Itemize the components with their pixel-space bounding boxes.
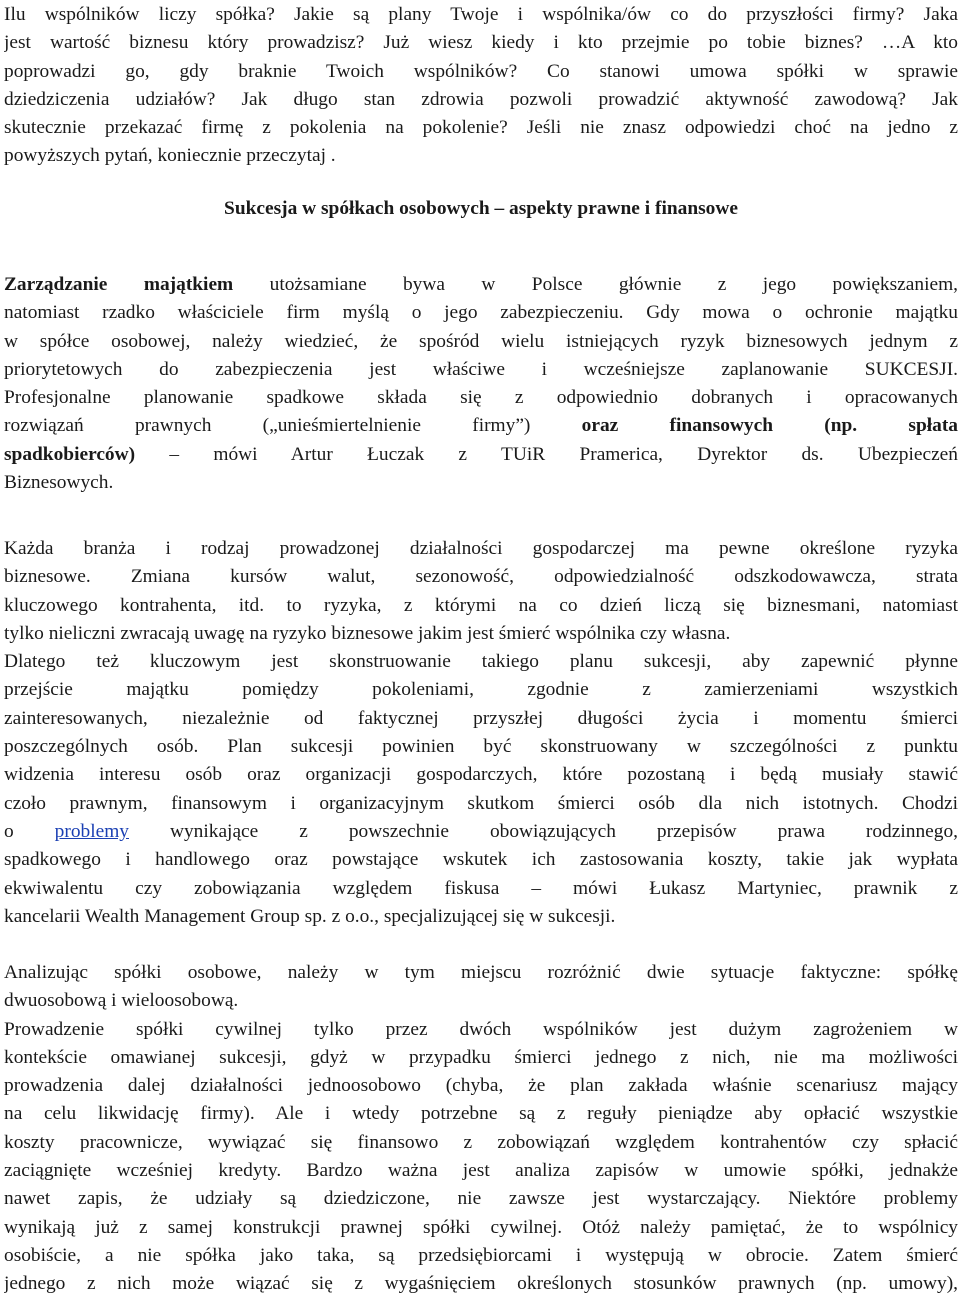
bold-phrase: spadkobierców) bbox=[4, 443, 136, 465]
text-line: poprowadzi go, gdy braknie Twoich wspólników? Co stanowi umowa spółki w sprawie bbox=[4, 60, 958, 82]
text-line bbox=[4, 441, 958, 469]
text-line: wynikają już z samej konstrukcji prawnej spółki cywilnej. Otóż należy pamiętać, że to wspólnicy bbox=[4, 1216, 958, 1238]
text-line: ekwiwalentu czy zobowiązania względem fiskusa – mówi Łukasz Martyniec, prawnik z bbox=[4, 877, 958, 899]
text-line: przejście majątku pomiędzy pokoleniami, zgodnie z zamierzeniami wszystkich bbox=[4, 679, 958, 701]
text-line: powyższych pytań, koniecznie przeczytaj . bbox=[4, 145, 336, 167]
text-fragment: wynikające z powszechnie obowiązujących przepisów prawa rodzinnego, bbox=[129, 820, 958, 842]
text-line: Biznesowych. bbox=[4, 472, 114, 494]
text-line bbox=[4, 412, 958, 440]
text-line: czoło prawnym, finansowym i organizacyjnym skutkom śmierci osób dla nich istotnych. Chodzi bbox=[4, 792, 958, 814]
text-line: Dlatego też kluczowym jest skonstruowanie takiego planu sukcesji, aby zapewnić płynne bbox=[4, 651, 958, 673]
text-line: zaciągnięte wcześniej kredyty. Bardzo ważna jest analiza zapisów w umowie spółki, jednakże bbox=[4, 1160, 958, 1182]
text-fragment: – mówi Artur Łuczak z TUiR Pramerica, Dyrektor ds. Ubezpieczeń bbox=[135, 443, 958, 465]
text-line: dziedziczenia udziałów? Jak długo stan zdrowia pozwoli prowadzić aktywność zawodową? Jak bbox=[4, 88, 958, 110]
bold-phrase: Zarządzanie majątkiem bbox=[4, 274, 234, 295]
text-line: Ilu wspólników liczy spółka? Jakie są plany Twoje i wspólnika/ów co do przyszłości firmy? Jaka bbox=[4, 4, 958, 25]
text-line: prowadzenia dalej działalności jednoosobowo (chyba, że plan zakłada właśnie scenariusz mający bbox=[4, 1075, 958, 1097]
text-line: osobiście, a nie spółka jako taka, są przedsiębiorcami i występują w obrocie. Zatem śmierć bbox=[4, 1244, 958, 1266]
paragraph-asset-management bbox=[4, 271, 958, 497]
text-fragment: rozwiązań prawnych („unieśmiertelnienie firmy”) bbox=[4, 415, 582, 437]
text-line: spadkowego i handlowego oraz powstające wskutek ich zastosowania koszty, takie jak wypłata bbox=[4, 849, 958, 871]
text-line: tylko nieliczni zwracają uwagę na ryzyko biznesowe jakim jest śmierć wspólnika czy własna. bbox=[4, 622, 731, 644]
text-line: kancelarii Wealth Management Group sp. z o.o., specjalizującej się w sukcesji. bbox=[4, 905, 616, 927]
paragraph-business-risks bbox=[4, 535, 958, 931]
text-line: Profesjonalne planowanie spadkowe składa się z odpowiednio dobranych i opracowanych bbox=[4, 387, 958, 409]
text-line: kontekście omawianej sukcesji, gdyż w przypadku śmierci jednego z nich, nie ma możliwości bbox=[4, 1046, 958, 1068]
text-line: zainteresowanych, niezależnie od faktycznej przyszłej długości życia i momentu śmierci bbox=[4, 707, 958, 729]
text-line: poszczególnych osób. Plan sukcesji powinien być skonstruowany w szczególności z punktu bbox=[4, 736, 958, 758]
text-line: na celu likwidację firmy). Ale i wtedy potrzebne są z reguły pieniądze aby opłacić wszystkie bbox=[4, 1103, 958, 1125]
text-line: w spółce osobowej, należy wiedzieć, że spośród wielu istniejących ryzyk biznesowych jednym z bbox=[4, 330, 958, 352]
text-fragment: utożsamiane bywa w Polsce głównie z jego powiększaniem, bbox=[233, 274, 958, 295]
text-line: natomiast rzadko właściciele firm myślą o jego zabezpieczeniu. Gdy mowa o ochronie majątku bbox=[4, 302, 958, 324]
text-line: jednego z nich może wiązać się z wygaśnięciem określonych stosunków prawnych (np. umowy), bbox=[4, 1273, 958, 1295]
intro-paragraph bbox=[4, 1, 958, 171]
text-line: widzenia interesu osób oraz organizacji gospodarczych, które pozostaną i będą musiały stawić bbox=[4, 764, 958, 786]
text-line: kluczowego kontrahenta, itd. to ryzyka, z którymi na co dzień liczą się biznesmani, natomiast bbox=[4, 594, 958, 616]
problemy-link[interactable]: problemy bbox=[54, 820, 129, 842]
text-line: Każda branża i rodzaj prowadzonej działalności gospodarczej ma pewne określone ryzyka bbox=[4, 538, 958, 559]
text-line: priorytetowych do zabezpieczenia jest właściwe i wcześniejsze zaplanowanie SUKCESJI. bbox=[4, 358, 958, 380]
text-line: nawet zapis, że udziały są dziedziczone, nie zawsze jest wystarczający. Niektóre problemy bbox=[4, 1188, 958, 1210]
text-fragment: o bbox=[4, 820, 55, 842]
text-line bbox=[4, 818, 958, 846]
text-line: Prowadzenie spółki cywilnej tylko przez dwóch wspólników jest dużym zagrożeniem w bbox=[4, 1018, 958, 1040]
bold-phrase: oraz finansowych (np. spłata bbox=[581, 415, 958, 437]
text-line: jest wartość biznesu który prowadzisz? Już wiesz kiedy i kto przejmie po tobie biznes? …A kto bbox=[4, 32, 958, 54]
text-line bbox=[4, 271, 958, 299]
text-line: Analizując spółki osobowe, należy w tym miejscu rozróżnić dwie sytuacje faktyczne: spółkę bbox=[4, 962, 958, 983]
text-line: koszty pracownicze, wywiązać się finansowo z zobowiązań względem kontrahentów czy spłacić bbox=[4, 1131, 958, 1153]
paragraph-partnerships bbox=[4, 959, 958, 1299]
text-line: skutecznie przekazać firmę z pokolenia na pokolenie? Jeśli nie znasz odpowiedzi choć na jedno z bbox=[4, 117, 958, 139]
text-line: biznesowe. Zmiana kursów walut, sezonowość, odpowiedzialność odszkodowawcza, strata bbox=[4, 566, 958, 588]
article-title: Sukcesja w spółkach osobowych – aspekty prawne i finansowe bbox=[224, 198, 738, 219]
text-line: dwuosobową i wieloosobową. bbox=[4, 990, 239, 1012]
